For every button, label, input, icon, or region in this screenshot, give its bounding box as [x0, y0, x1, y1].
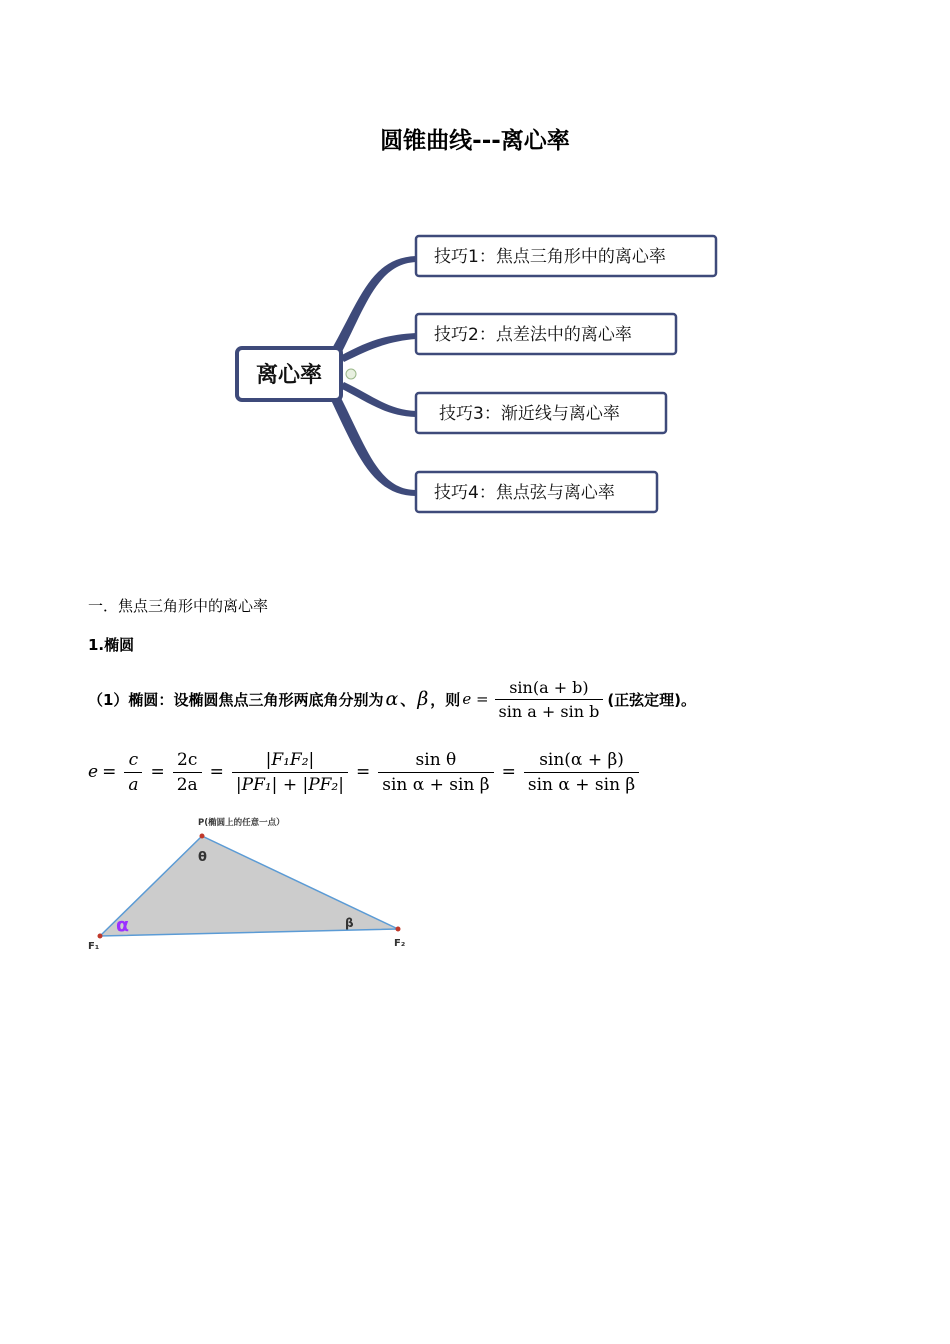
fraction-numerator: |F₁F₂|: [265, 749, 315, 770]
point-f2: [396, 927, 401, 932]
fraction-sin-sum: [524, 750, 639, 795]
fraction-foci-distance: [232, 750, 348, 795]
label-alpha: α: [116, 914, 130, 936]
fraction-numerator: c: [128, 749, 139, 770]
mind-map-branch-2[interactable]: [416, 314, 676, 354]
collapse-icon[interactable]: [346, 369, 356, 379]
fraction-denominator: sin α + sin β: [524, 772, 639, 795]
fraction-2c-2a: [173, 750, 202, 795]
fraction-numerator: 2c: [177, 749, 198, 770]
fraction-numerator: sin θ: [415, 749, 457, 770]
label-f1: F₁: [88, 941, 100, 952]
inline-fraction-numerator: sin(a + b): [509, 677, 589, 697]
label-beta: β: [345, 916, 354, 930]
beta-symbol: β: [417, 688, 429, 710]
connector-4: [330, 392, 416, 496]
mind-map-root[interactable]: [237, 348, 341, 400]
mind-map-root-label: 离心率: [255, 363, 323, 388]
inline-fraction-denominator: sin a + sin b: [495, 699, 604, 721]
ellipse-paragraph: [88, 673, 696, 725]
mind-map-branch-4[interactable]: [416, 472, 657, 512]
branch-3-label: 技巧3：渐近线与离心率: [439, 404, 620, 424]
page-title: 圆锥曲线---离心率: [380, 128, 570, 154]
connector-2: [340, 333, 416, 362]
para-prefix: （1）椭圆：设椭圆焦点三角形两底角分别为: [88, 690, 384, 709]
fraction-c-a: [124, 750, 142, 795]
fraction-denominator: |PF₁| + |PF₂|: [232, 772, 348, 795]
fraction-sin-theta: [378, 750, 493, 795]
point-f1: [98, 934, 103, 939]
label-p: P(椭圆上的任意一点）: [198, 818, 285, 828]
branch-4-label: 技巧4：焦点弦与离心率: [434, 483, 615, 503]
eccentricity-formula: e = $\frac{c}{a}$ = $\frac{2c}{2a}$ = $\frac{\text{|F₁F₂|}}{\text{|PF₁| + |PF₂|}}$ = $\frac{\text{sin θ}}{\text{sin α + sin β}}$ = $\frac{\sin(\alpha + \beta)}{\text{sin α + sin β}}$: [88, 742, 643, 802]
focal-triangle-diagram: [80, 812, 420, 957]
subsection-heading: 1.椭圆: [88, 636, 135, 654]
para-sep: 、: [400, 690, 416, 709]
fraction-denominator: sin α + sin β: [378, 772, 493, 795]
label-f2: F₂: [394, 938, 406, 949]
branch-2-label: 技巧2：点差法中的离心率: [434, 325, 632, 345]
e-equals: e =: [462, 690, 489, 708]
label-theta: θ: [198, 850, 207, 865]
connector-3: [340, 382, 416, 417]
para-suffix: (正弦定理)。: [607, 690, 697, 709]
formula-lhs: e: [88, 762, 99, 782]
mind-map-branch-1[interactable]: [416, 236, 716, 276]
fraction-numerator: sin(α + β): [539, 749, 624, 770]
section-heading: 一．焦点三角形中的离心率: [88, 597, 269, 615]
alpha-symbol: α: [385, 688, 399, 710]
fraction-denominator: a: [124, 772, 142, 795]
fraction-denominator: 2a: [173, 772, 202, 795]
branch-1-label: 技巧1：焦点三角形中的离心率: [434, 247, 666, 267]
mind-map: [0, 0, 950, 560]
point-p: [200, 834, 205, 839]
para-then: ，则: [430, 690, 461, 709]
mind-map-branch-3[interactable]: [416, 393, 666, 433]
inline-fraction: [495, 678, 604, 721]
